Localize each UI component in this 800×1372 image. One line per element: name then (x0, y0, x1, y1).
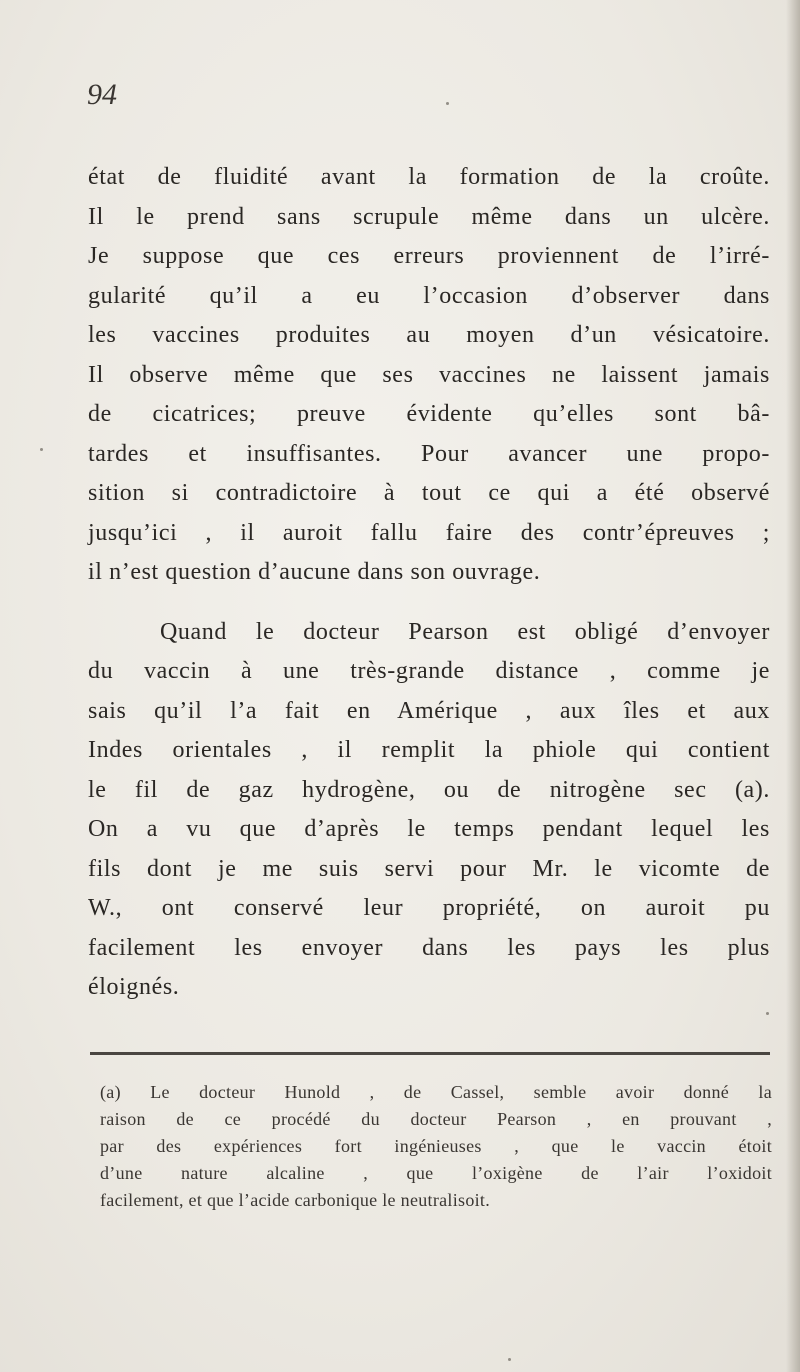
text-line: état de fluidité avant la formation de la croûte. (88, 164, 770, 190)
paragraph-gap (88, 593, 770, 613)
text-line: tardes et insuffisantes. Pour avancer une propo- (88, 440, 770, 467)
paper-speck (766, 1012, 769, 1015)
footnote-rule (90, 1052, 770, 1055)
text-line: les vaccines produites au moyen d’un vésicatoire. (88, 322, 770, 348)
footnote-line: raison de ce procédé du docteur Pearson , en prouvant , (100, 1109, 772, 1129)
paper-speck (40, 448, 43, 451)
page-number: 94 (87, 78, 117, 111)
text-line: Je suppose que ces erreurs proviennent de l’irré- (88, 243, 770, 269)
text-line: Il le prend sans scrupule même dans un ulcère. (88, 203, 770, 230)
main-text (88, 158, 770, 1008)
text-line: jusqu’ici , il auroit fallu faire des contr’épreuves ; (88, 519, 770, 546)
page-edge-shadow (786, 0, 800, 1372)
paragraph-2 (88, 613, 770, 1008)
text-line: W., ont conservé leur propriété, on auroit pu (88, 895, 770, 921)
paper-speck (446, 102, 449, 105)
text-line: facilement les envoyer dans les pays les plus (88, 934, 770, 961)
text-line: Quand le docteur Pearson est obligé d’envoyer (160, 618, 770, 645)
text-line: sition si contradictoire à tout ce qui a été observé (88, 480, 770, 506)
text-line: Il observe même que ses vaccines ne laissent jamais (88, 361, 770, 388)
footnote (100, 1079, 772, 1214)
text-line: de cicatrices; preuve évidente qu’elles sont bâ- (88, 401, 770, 427)
paragraph-1 (88, 158, 770, 593)
text-line: Indes orientales , il remplit la phiole qui contient (88, 737, 770, 763)
text-line: On a vu que d’après le temps pendant lequel les (88, 816, 770, 842)
footnote-line: d’une nature alcaline , que l’oxigène de l’air l’oxidoit (100, 1163, 772, 1183)
footnote-line: (a) Le docteur Hunold , de Cassel, semble avoir donné la (100, 1082, 772, 1102)
text-line: il n’est question d’aucune dans son ouvrage. (88, 559, 541, 585)
text-line: fils dont je me suis servi pour Mr. le vicomte de (88, 855, 770, 882)
footnote-line: par des expériences fort ingénieuses , que le vaccin étoit (100, 1136, 772, 1156)
text-line: du vaccin à une très-grande distance , comme je (88, 658, 770, 684)
text-line: gularité qu’il a eu l’occasion d’observer dans (88, 282, 770, 309)
text-line: le fil de gaz hydrogène, ou de nitrogène sec (a). (88, 776, 770, 803)
footnote-line: facilement, et que l’acide carbonique le neutralisoit. (100, 1190, 491, 1210)
text-line: sais qu’il l’a fait en Amérique , aux îles et aux (88, 697, 770, 724)
text-line: éloignés. (88, 974, 180, 1000)
paper-speck (508, 1358, 511, 1361)
